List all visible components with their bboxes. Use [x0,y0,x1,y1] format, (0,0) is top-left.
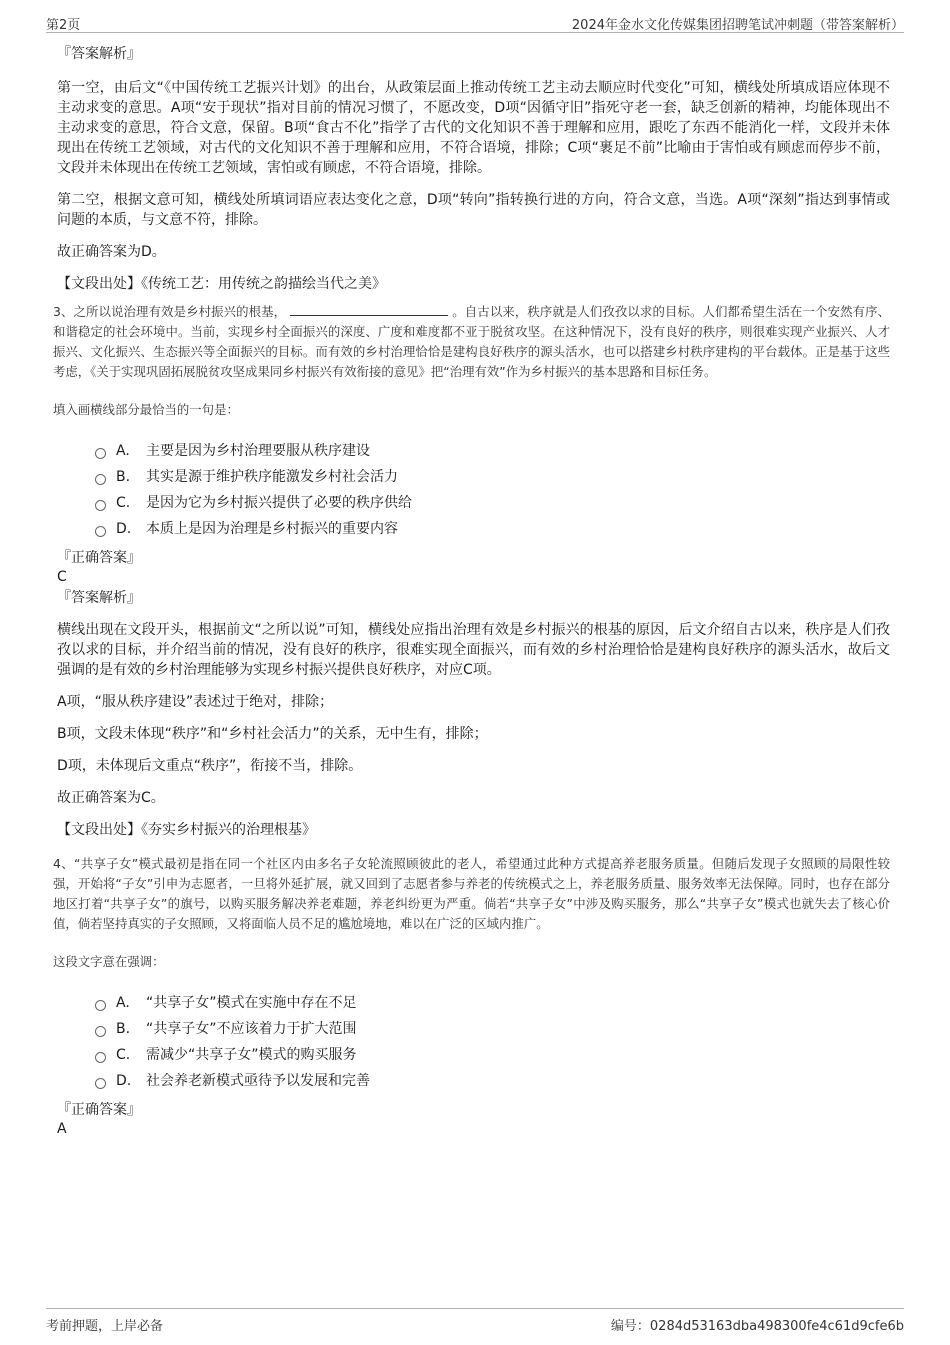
q3-stem-before: 3、之所以说治理有效是乡村振兴的根基， [53,304,287,319]
q4-option-b[interactable]: B. “共享子女”不应该着力于扩大范围 [95,1016,890,1042]
q4-option-c[interactable]: C. 需减少“共享子女”模式的购买服务 [95,1042,890,1068]
q3-analysis-label: 『答案解析』 [57,590,141,606]
q4-option-a[interactable]: A. “共享子女”模式在实施中存在不足 [95,990,890,1016]
q3-option-c[interactable]: C. 是因为它为乡村振兴提供了必要的秩序供给 [95,490,890,516]
radio-icon[interactable] [95,474,106,485]
q3-answer: C [57,569,67,585]
page-footer [46,1308,904,1335]
q4-options [95,990,890,1094]
page-number: 第2页 [46,18,81,33]
document-id: 编号：0284d53163dba498300fe4c61d9cfe6b [610,1319,904,1334]
q4-option-d[interactable]: D. 社会养老新模式亟待予以发展和完善 [95,1068,890,1094]
q3-option-a[interactable]: A. 主要是因为乡村治理要服从秩序建设 [95,438,890,464]
q4-prompt: 这段文字意在强调： [53,954,165,969]
q3-options [95,438,890,542]
q3-option-b[interactable]: B. 其实是源于维护秩序能激发乡村社会活力 [95,464,890,490]
radio-icon[interactable] [95,448,106,459]
q3-analysis-p1: 横线出现在文段开头，根据前文“之所以说”可知，横线处应指出治理有效是乡村振兴的根基的原因，后文介绍自古以来，秩序是人们孜孜以求的目标，并介绍当前的情况，没有良好的秩序，很难实现全面振兴，而有效的乡村治理恰恰是建构良好秩序的源头活水，故后文强调的是有效的乡村治理能够为实现乡村振兴提供良好秩序，对应C项。 [57,622,890,678]
radio-icon[interactable] [95,500,106,511]
radio-icon[interactable] [95,1026,106,1037]
q3-option-d[interactable]: D. 本质上是因为治理是乡村振兴的重要内容 [95,516,890,542]
radio-icon[interactable] [95,1078,106,1089]
page-header [46,10,904,33]
q3-answer-label: 『正确答案』 [57,550,141,566]
q3-analysis-p3: B项，文段未体现“秩序”和“乡村社会活力”的关系，无中生有，排除； [57,726,488,742]
q2-analysis-p1: 第一空，由后文“《中国传统工艺振兴计划》的出台，从政策层面上推动传统工艺主动去顺应时代变化”可知，横线处所填成语应体现不主动求变的意思。A项“安于现状”指对目前的情况习惯了，不愿改变，D项“因循守旧”指死守老一套，缺乏创新的精神，均能体现出不主动求变的意思，符合文意，保留。B项“食古不化”指学了古代的文化知识不善于理解和应用，跟吃了东西不能消化一样，文段并未体现出在传统工艺领域，对古代的文化知识不善于理解和应用，不符合语境，排除；C项“裹足不前”比喻由于害怕或有顾虑而停步不前，文段并未体现出在传统工艺领域，害怕或有顾虑，不符合语境，排除。 [57,80,890,176]
document-title: 2024年金水文化传媒集团招聘笔试冲刺题（带答案解析） [571,18,904,33]
q3-analysis-p4: D项，未体现后文重点“秩序”，衔接不当，排除。 [57,758,363,774]
q2-source: 【文段出处】《传统工艺：用传统之韵描绘当代之美》 [57,276,386,292]
q2-conclusion: 故正确答案为D。 [57,244,166,260]
radio-icon[interactable] [95,1052,106,1063]
q3-source: 【文段出处】《夯实乡村振兴的治理根基》 [57,822,316,838]
q3-stem [53,302,890,382]
q4-answer-label: 『正确答案』 [57,1102,141,1118]
q3-analysis-p2: A项，“服从秩序建设”表述过于绝对，排除； [57,694,334,710]
q3-prompt: 填入画横线部分最恰当的一句是： [53,402,239,417]
q2-analysis-p2: 第二空，根据文意可知，横线处所填词语应表达变化之意，D项“转向”指转换行进的方向，符合文意，当选。A项“深刻”指达到事情或问题的本质，与文意不符，排除。 [57,192,890,228]
q2-analysis-label: 『答案解析』 [57,46,141,62]
q3-stem-after: 。自古以来，秩序就是人们孜孜以求的目标。人们都希望生活在一个安然有序、和谐稳定的社会环境中。当前，实现乡村全面振兴的深度、广度和难度都不亚于脱贫攻坚。在这种情况下，没有良好的秩序，则很难实现产业振兴、人才振兴、文化振兴、生态振兴等全面振兴的目标。而有效的乡村治理恰恰是建构良好秩序的源头活水，也可以搭建乡村秩序建构的平台载体。正是基于这些考虑，《关于实现巩固拓展脱贫攻坚成果同乡村振兴有效衔接的意见》把“治理有效”作为乡村振兴的基本思路和目标任务。 [53,304,890,379]
footer-slogan: 考前押题，上岸必备 [46,1319,164,1334]
radio-icon[interactable] [95,1000,106,1011]
q4-stem: 4、“共享子女”模式最初是指在同一个社区内由多名子女轮流照顾彼此的老人，希望通过此种方式提高养老服务质量。但随后发现子女照顾的局限性较强，开始将“子女”引申为志愿者，一旦将外延扩展，就又回到了志愿者参与养老的传统模式之上，养老服务质量、服务效率无法保障。同时，也存在部分地区打着“共享子女”的旗号，以购买服务解决养老难题，养老纠纷更为严重。倘若“共享子女”中涉及购买服务，那么“共享子女”模式也就失去了核心价值，倘若坚持真实的子女照顾，又将面临人员不足的尴尬境地，难以在广泛的区域内推广。 [53,856,890,931]
radio-icon[interactable] [95,526,106,537]
q3-conclusion: 故正确答案为C。 [57,790,165,806]
document-body [53,44,890,1140]
q3-blank-line [290,303,448,316]
q4-answer: A [57,1121,67,1137]
